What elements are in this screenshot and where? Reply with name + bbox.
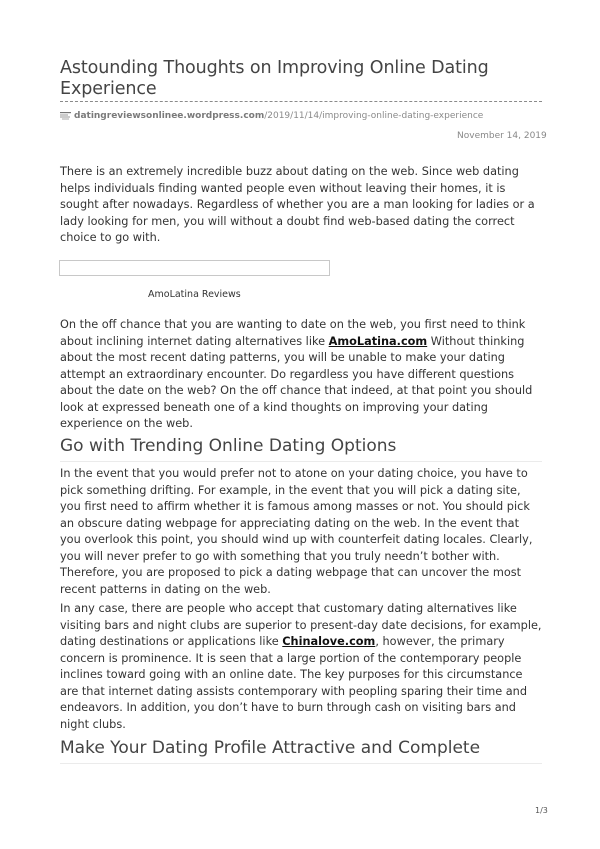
source-path-link[interactable]: /2019/11/14/improving-online-dating-experience [264, 111, 484, 121]
paragraph-intro: There is an extremely incredible buzz about dating on the web. Since web dating helps individuals finding wanted people even without leaving their homes, it is sought after nowadays. Regardless of whether you are a man looking for ladies or a lady looking for men, you will without a doubt find web-based dating the correct choice to go with. [60, 165, 535, 244]
paragraph-text: On the off chance that you are wanting to date on the web, you first need to think about inclining internet dating alternatives like [60, 318, 526, 348]
title-divider [60, 101, 542, 102]
amolatina-link[interactable]: AmoLatina.com [328, 334, 428, 348]
paragraph-amolatina [60, 317, 542, 433]
image-caption: AmoLatina Reviews [148, 289, 241, 300]
heading-underline [60, 763, 542, 764]
source-domain-link[interactable]: datingreviewsonlinee.wordpress.com [74, 111, 265, 121]
paragraph-text: In any case, there are people who accept that customary dating alternatives like visiting bars and night clubs are superior to present-day date decisions, for example, dating destinations or applications like [60, 602, 542, 648]
paragraph-chinalove [60, 601, 542, 733]
heading-underline [60, 461, 542, 462]
source-line [60, 110, 483, 122]
paragraph-text: Without thinking about the most recent dating patterns, you will be unable to make your dating attempt an extraordinary encounter. Do regardless you have different questions about the date on the web? On the off chance that indeed, at that point you should look at expressed beneath one of a kind thoughts on improving your dating experience on the web. [60, 334, 533, 430]
paragraph-text: , however, the primary concern is prominence. It is seen that a large portion of the contemporary people inclines toward going with an online date. The key purposes for this circumstance are that internet dating assists contemporary with peopling sparing their time and endeavors. In addition, you don’t have to burn through cash on visiting bars and night clubs. [60, 635, 528, 731]
page-number: 1/3 [535, 806, 548, 815]
section-heading-trending: Go with Trending Online Dating Options [60, 436, 397, 456]
article-image-placeholder [59, 260, 330, 276]
section-heading-profile: Make Your Dating Profile Attractive and Complete [60, 738, 481, 758]
site-favicon-icon [60, 112, 71, 121]
publish-date: November 14, 2019 [457, 131, 547, 141]
chinalove-link[interactable]: Chinalove.com [282, 635, 376, 648]
article-title: Astounding Thoughts on Improving Online Dating Experience [60, 58, 489, 99]
paragraph-trending: In the event that you would prefer not to atone on your dating choice, you have to pick something drifting. For example, in the event that you will pick a dating site, you first need to affirm whether it is famous among masses or not. You should pick an obscure dating webpage for appreciating dating on the web. In the event that you overlook this point, you should wind up with counterfeit dating locales. Clearly, you will never prefer to go with something that you truly needn’t bother with. Therefore, you are proposed to pick a dating webpage that can uncover the most recent patterns in dating on the web. [60, 467, 533, 596]
